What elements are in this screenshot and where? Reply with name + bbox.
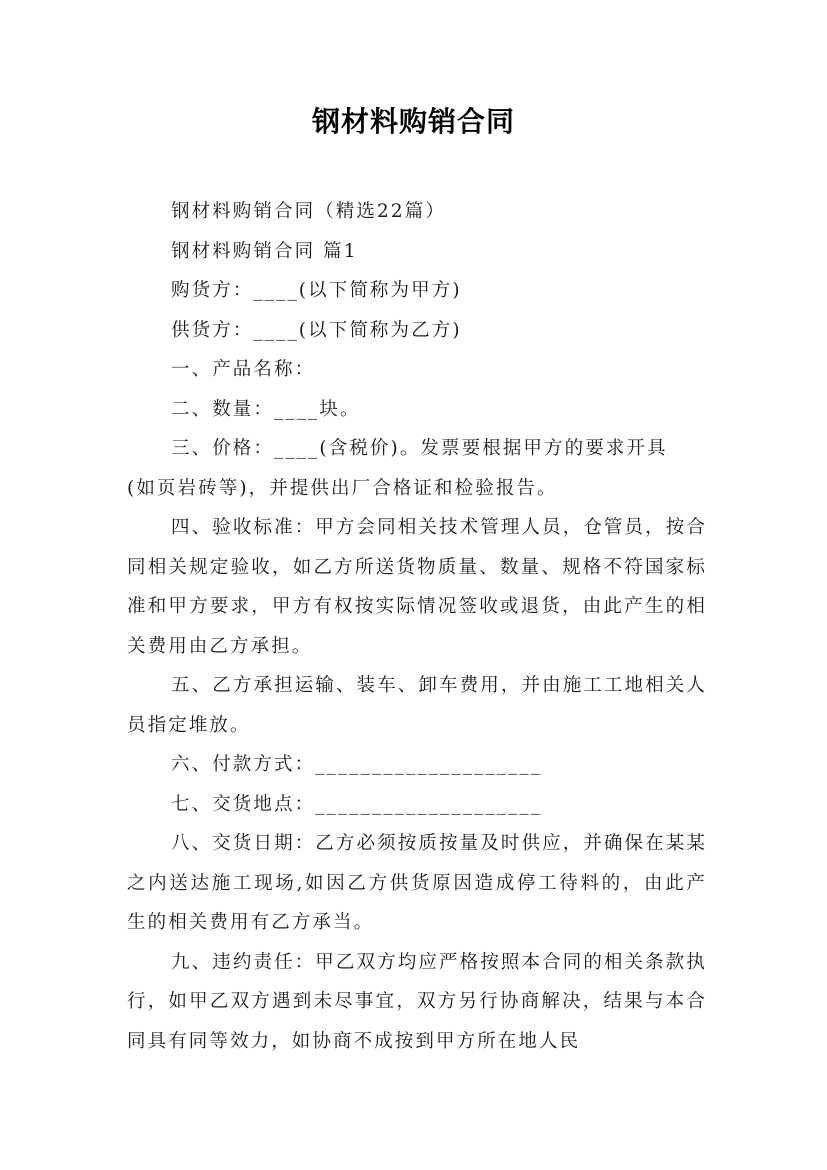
paragraph-subtitle: 钢材料购销合同（精选22篇） <box>171 201 446 222</box>
paragraph-supplier: 供货方：____(以下简称为乙方) <box>171 319 462 341</box>
paragraph-price: 三、价格：____(含税价)。发票要根据甲方的要求开具 <box>171 438 668 459</box>
paragraph-section-heading: 钢材料购销合同 篇1 <box>171 240 358 262</box>
paragraph-acceptance: 四、验收标准：甲方会同相关技术管理人员，仓管员，按合同相关规定验收，如乙方所送货物质量、数量、规格不符国家标准和甲方要求，甲方有权按实际情况签收或退货，由此产生的相关费用由乙方承担。 <box>127 517 707 657</box>
paragraph-liability: 九、违约责任：甲乙双方均应严格按照本合同的相关条款执行，如甲乙双方遇到未尽事宜，双方另行协商解决，结果与本合同具有同等效力，如协商不成按到甲方所在地人民 <box>127 951 707 1052</box>
paragraph-product-name: 一、产品名称： <box>171 359 316 380</box>
document-body <box>127 192 707 1061</box>
paragraph-delivery-date: 八、交货日期：乙方必须按质按量及时供应，并确保在某某之内送达施工现场,如因乙方供货原因造成停工待料的，由此产生的相关费用有乙方承当。 <box>127 833 707 933</box>
paragraph-buyer: 购货方：____(以下简称为甲方) <box>171 280 462 301</box>
paragraph-price-continued: (如页岩砖等)，并提供出厂合格证和检验报告。 <box>127 477 558 499</box>
document-title: 钢材料购销合同 <box>311 105 515 138</box>
paragraph-delivery-location: 七、交货地点：____________________ <box>171 793 543 815</box>
paragraph-payment: 六、付款方式：____________________ <box>171 754 543 775</box>
paragraph-transport: 五、乙方承担运输、装车、卸车费用，并由施工工地相关人员指定堆放。 <box>127 675 707 736</box>
paragraph-quantity: 二、数量：____块。 <box>171 398 361 420</box>
